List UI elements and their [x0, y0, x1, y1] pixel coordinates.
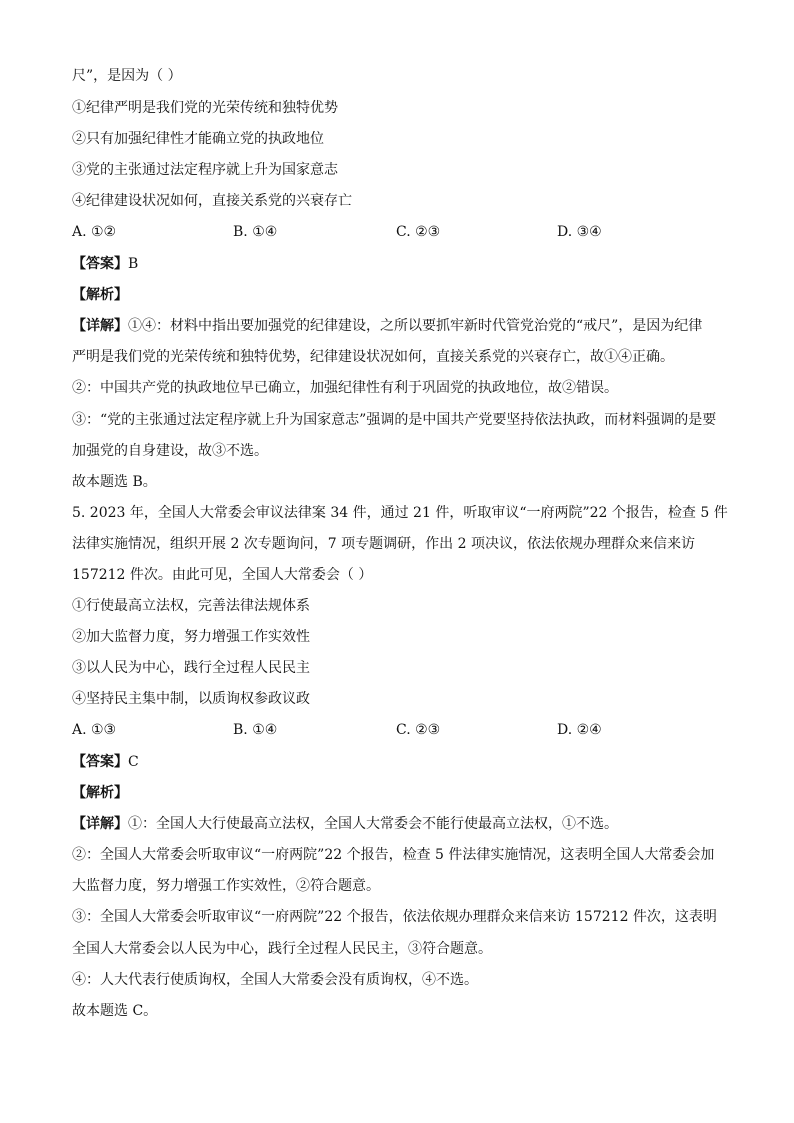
q5-statement-3: ③以人民为中心，践行全过程人民民主 [72, 660, 310, 676]
q4-answer-tag: 【答案】 [72, 256, 128, 272]
q5-detail-text-1: ①：全国人大行使最高立法权，全国人大常委会不能行使最高立法权，①不选。 [128, 816, 618, 832]
q4-option-c: C. ②③ [396, 224, 441, 240]
q4-stem-tail: 尺”，是因为（ ） [72, 68, 182, 84]
q5-answer-tag: 【答案】 [72, 754, 128, 770]
q5-detail-tag: 【详解】 [72, 816, 128, 832]
q5-stem-line-1: 5. 2023 年，全国人大常委会审议法律案 34 件，通过 21 件，听取审议“一府两院”22 个报告，检查 5 件 [72, 505, 728, 521]
q4-detail-line-4: ③：“党的主张通过法定程序就上升为国家意志”强调的是中国共产党要坚持依法执政，而材料强调的是要 [72, 412, 717, 428]
q4-detail-tag: 【详解】 [72, 318, 128, 334]
q4-detail-text-1: ①④：材料中指出要加强党的纪律建设，之所以要抓牢新时代管党治党的“戒尺”，是因为纪律 [128, 318, 703, 334]
q4-conclusion: 故本题选 B。 [72, 474, 157, 490]
q5-option-d: D. ②④ [557, 722, 602, 738]
q4-statement-4: ④纪律建设状况如何，直接关系党的兴衰存亡 [72, 193, 352, 209]
q5-stem-line-2: 法律实施情况，组织开展 2 次专题询问，7 项专题调研，作出 2 项决议，依法依规办理群众来信来访 [72, 536, 695, 552]
q5-stem-line-3: 157212 件次。由此可见，全国人大常委会（ ） [72, 567, 373, 583]
q4-statement-2: ②只有加强纪律性才能确立党的执政地位 [72, 131, 324, 147]
q5-statement-1: ①行使最高立法权，完善法律法规体系 [72, 598, 310, 614]
q5-option-a: A. ①③ [72, 722, 117, 738]
q5-analysis-tag: 【解析】 [72, 785, 128, 801]
q4-analysis-tag: 【解析】 [72, 287, 128, 303]
q4-answer [72, 254, 138, 274]
q4-option-a: A. ①② [72, 224, 117, 240]
q5-detail-line-6: ④：人大代表行使质询权，全国人大常委会没有质询权，④不选。 [72, 972, 478, 988]
q5-detail-line-4: ③：全国人大常委会听取审议“一府两院”22 个报告，依法依规办理群众来信来访 157212 件次，这表明 [72, 909, 717, 925]
q4-statement-1: ①纪律严明是我们党的光荣传统和独特优势 [72, 100, 338, 116]
q5-statement-4: ④坚持民主集中制，以质询权参政议政 [72, 691, 310, 707]
q5-option-c: C. ②③ [396, 722, 441, 738]
q5-detail-line-3: 大监督力度，努力增强工作实效性，②符合题意。 [72, 878, 380, 894]
q4-detail-line-2: 严明是我们党的光荣传统和独特优势，纪律建设状况如何，直接关系党的兴衰存亡，故①④正确。 [72, 349, 674, 365]
q5-option-b: B. ①④ [233, 722, 278, 738]
q5-detail-line-2: ②：全国人大常委会听取审议“一府两院”22 个报告，检查 5 件法律实施情况，这表明全国人大常委会加 [72, 847, 715, 863]
q4-statement-3: ③党的主张通过法定程序就上升为国家意志 [72, 162, 338, 178]
q4-option-b: B. ①④ [233, 224, 278, 240]
q5-answer [72, 752, 139, 772]
q5-answer-value: C [128, 754, 139, 770]
q5-detail-line-5: 全国人大常委会以人民为中心，践行全过程人民民主，③符合题意。 [72, 941, 492, 957]
q4-option-d: D. ③④ [557, 224, 602, 240]
q4-detail-line-5: 加强党的自身建设，故③不选。 [72, 443, 268, 459]
q5-conclusion: 故本题选 C。 [72, 1003, 158, 1019]
q4-detail-line-1 [72, 316, 702, 336]
q5-statement-2: ②加大监督力度，努力增强工作实效性 [72, 629, 310, 645]
q4-detail-line-3: ②：中国共产党的执政地位早已确立，加强纪律性有利于巩固党的执政地位，故②错误。 [72, 380, 618, 396]
q4-answer-value: B [128, 256, 139, 272]
q5-detail-line-1 [72, 814, 618, 834]
